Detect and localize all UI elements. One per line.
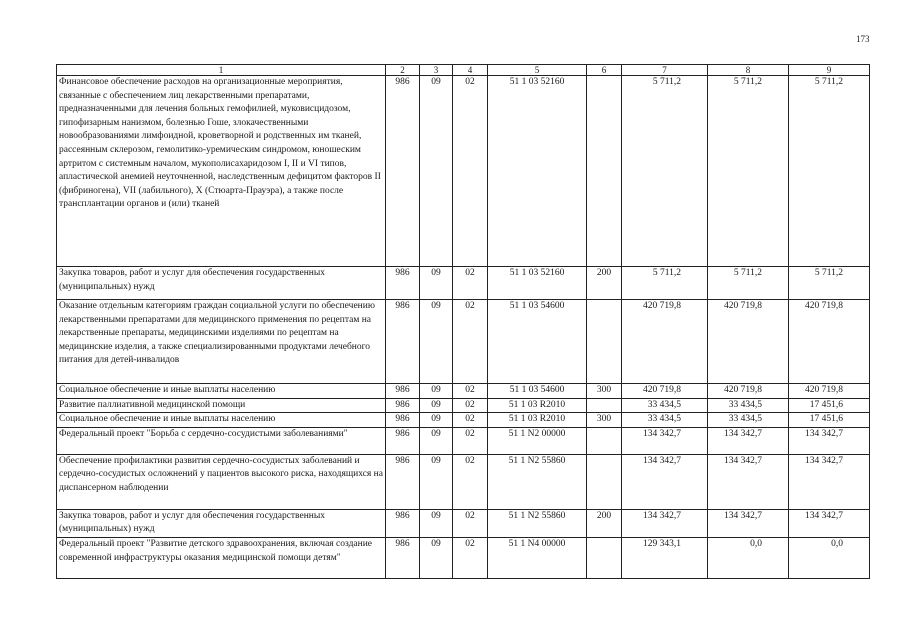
column-header: 9	[789, 65, 870, 76]
amount-year1-cell: 134 342,7	[622, 427, 708, 454]
csr-cell: 51 1 03 R2010	[488, 398, 587, 413]
ved-cell: 986	[386, 267, 420, 300]
ved-cell: 986	[386, 454, 420, 509]
vr-cell: 300	[587, 384, 622, 399]
amount-year3-cell: 420 719,8	[789, 300, 870, 384]
pr-cell: 02	[453, 398, 488, 413]
vr-cell	[587, 427, 622, 454]
pr-cell: 02	[453, 300, 488, 384]
amount-year1-cell: 134 342,7	[622, 454, 708, 509]
rz-cell: 09	[420, 454, 453, 509]
row-name-cell: Обеспечение профилактики развития сердечно-сосудистых заболеваний и сердечно-сосудистых осложнений у пациентов высокого риска, находящихся на диспансерном наблюдении	[57, 454, 386, 509]
vr-cell	[587, 537, 622, 578]
table-row	[57, 427, 870, 454]
pr-cell: 02	[453, 76, 488, 267]
amount-year3-cell: 0,0	[789, 537, 870, 578]
csr-cell: 51 1 N2 55860	[488, 454, 587, 509]
ved-cell: 986	[386, 398, 420, 413]
row-name-cell: Оказание отдельным категориям граждан социальной услуги по обеспечению лекарственными препаратами для медицинского применения по рецептам на лекарственные препараты, медицинскими изделиями по рецептам на медицинские изделия, а также специализированными продуктами лечебного питания для детей-инвалидов	[57, 300, 386, 384]
table-row	[57, 537, 870, 578]
amount-year2-cell: 134 342,7	[708, 509, 789, 537]
csr-cell: 51 1 03 54600	[488, 300, 587, 384]
amount-year3-cell: 17 451,6	[789, 398, 870, 413]
column-header: 8	[708, 65, 789, 76]
rz-cell: 09	[420, 76, 453, 267]
column-header: 3	[420, 65, 453, 76]
table-row	[57, 509, 870, 537]
amount-year3-cell: 134 342,7	[789, 454, 870, 509]
amount-year1-cell: 129 343,1	[622, 537, 708, 578]
amount-year3-cell: 134 342,7	[789, 509, 870, 537]
ved-cell: 986	[386, 384, 420, 399]
column-header-row	[57, 65, 870, 76]
vr-cell: 200	[587, 267, 622, 300]
page-number: 173	[856, 34, 870, 44]
column-header: 1	[57, 65, 386, 76]
column-header: 5	[488, 65, 587, 76]
amount-year3-cell: 134 342,7	[789, 427, 870, 454]
amount-year2-cell: 420 719,8	[708, 384, 789, 399]
pr-cell: 02	[453, 454, 488, 509]
column-header: 7	[622, 65, 708, 76]
amount-year2-cell: 420 719,8	[708, 300, 789, 384]
pr-cell: 02	[453, 413, 488, 428]
csr-cell: 51 1 03 52160	[488, 76, 587, 267]
table-row	[57, 384, 870, 399]
column-header: 4	[453, 65, 488, 76]
rz-cell: 09	[420, 398, 453, 413]
amount-year2-cell: 0,0	[708, 537, 789, 578]
amount-year2-cell: 134 342,7	[708, 427, 789, 454]
ved-cell: 986	[386, 509, 420, 537]
amount-year2-cell: 33 434,5	[708, 398, 789, 413]
column-header: 6	[587, 65, 622, 76]
row-name-cell: Финансовое обеспечение расходов на организационные мероприятия, связанные с обеспечением лиц лекарственными препаратами, предназначенными для лечения больных гемофилией, муковисцидозом, гипофизарным нанизмом, болезнью Гоше, злокачественными новообразованиями лимфоидной, кроветворной и родственных им тканей, рассеянным склерозом, гемолитико-уремическим синдромом, юношеским артритом с системным началом, мукополисахаридозом I, II и VI типов, апластической анемией неуточненной, наследственным дефицитом факторов II (фибриногена), VII (лабильного), X (Стюарта-Прауэра), а также после трансплантации органов и (или) тканей	[57, 76, 386, 267]
table-row	[57, 76, 870, 267]
amount-year3-cell: 17 451,6	[789, 413, 870, 428]
row-name-cell: Закупка товаров, работ и услуг для обеспечения государственных (муниципальных) нужд	[57, 509, 386, 537]
pr-cell: 02	[453, 267, 488, 300]
table-row	[57, 398, 870, 413]
csr-cell: 51 1 N2 00000	[488, 427, 587, 454]
rz-cell: 09	[420, 300, 453, 384]
amount-year1-cell: 33 434,5	[622, 398, 708, 413]
pr-cell: 02	[453, 537, 488, 578]
ved-cell: 986	[386, 427, 420, 454]
amount-year3-cell: 5 711,2	[789, 267, 870, 300]
vr-cell	[587, 300, 622, 384]
csr-cell: 51 1 N2 55860	[488, 509, 587, 537]
vr-cell	[587, 398, 622, 413]
pr-cell: 02	[453, 384, 488, 399]
csr-cell: 51 1 03 54600	[488, 384, 587, 399]
vr-cell: 200	[587, 509, 622, 537]
row-name-cell: Федеральный проект "Борьба с сердечно-сосудистыми заболеваниями"	[57, 427, 386, 454]
row-name-cell: Федеральный проект "Развитие детского здравоохранения, включая создание современной инфраструктуры оказания медицинской помощи детям"	[57, 537, 386, 578]
amount-year3-cell: 5 711,2	[789, 76, 870, 267]
rz-cell: 09	[420, 537, 453, 578]
vr-cell	[587, 454, 622, 509]
rz-cell: 09	[420, 427, 453, 454]
column-header: 2	[386, 65, 420, 76]
pr-cell: 02	[453, 509, 488, 537]
row-name-cell: Социальное обеспечение и иные выплаты населению	[57, 384, 386, 399]
amount-year1-cell: 33 434,5	[622, 413, 708, 428]
csr-cell: 51 1 03 R2010	[488, 413, 587, 428]
table-row	[57, 267, 870, 300]
csr-cell: 51 1 N4 00000	[488, 537, 587, 578]
row-name-cell: Закупка товаров, работ и услуг для обеспечения государственных (муниципальных) нужд	[57, 267, 386, 300]
amount-year3-cell: 420 719,8	[789, 384, 870, 399]
ved-cell: 986	[386, 537, 420, 578]
budget-table	[56, 64, 870, 579]
amount-year2-cell: 5 711,2	[708, 267, 789, 300]
rz-cell: 09	[420, 509, 453, 537]
row-name-cell: Развитие паллиативной медицинской помощи	[57, 398, 386, 413]
ved-cell: 986	[386, 413, 420, 428]
amount-year2-cell: 33 434,5	[708, 413, 789, 428]
rz-cell: 09	[420, 384, 453, 399]
amount-year1-cell: 5 711,2	[622, 267, 708, 300]
amount-year1-cell: 420 719,8	[622, 300, 708, 384]
amount-year1-cell: 5 711,2	[622, 76, 708, 267]
amount-year2-cell: 134 342,7	[708, 454, 789, 509]
table-row	[57, 413, 870, 428]
pr-cell: 02	[453, 427, 488, 454]
vr-cell: 300	[587, 413, 622, 428]
amount-year2-cell: 5 711,2	[708, 76, 789, 267]
rz-cell: 09	[420, 413, 453, 428]
rz-cell: 09	[420, 267, 453, 300]
ved-cell: 986	[386, 76, 420, 267]
csr-cell: 51 1 03 52160	[488, 267, 587, 300]
table-row	[57, 454, 870, 509]
table-row	[57, 300, 870, 384]
amount-year1-cell: 420 719,8	[622, 384, 708, 399]
ved-cell: 986	[386, 300, 420, 384]
vr-cell	[587, 76, 622, 267]
row-name-cell: Социальное обеспечение и иные выплаты населению	[57, 413, 386, 428]
amount-year1-cell: 134 342,7	[622, 509, 708, 537]
